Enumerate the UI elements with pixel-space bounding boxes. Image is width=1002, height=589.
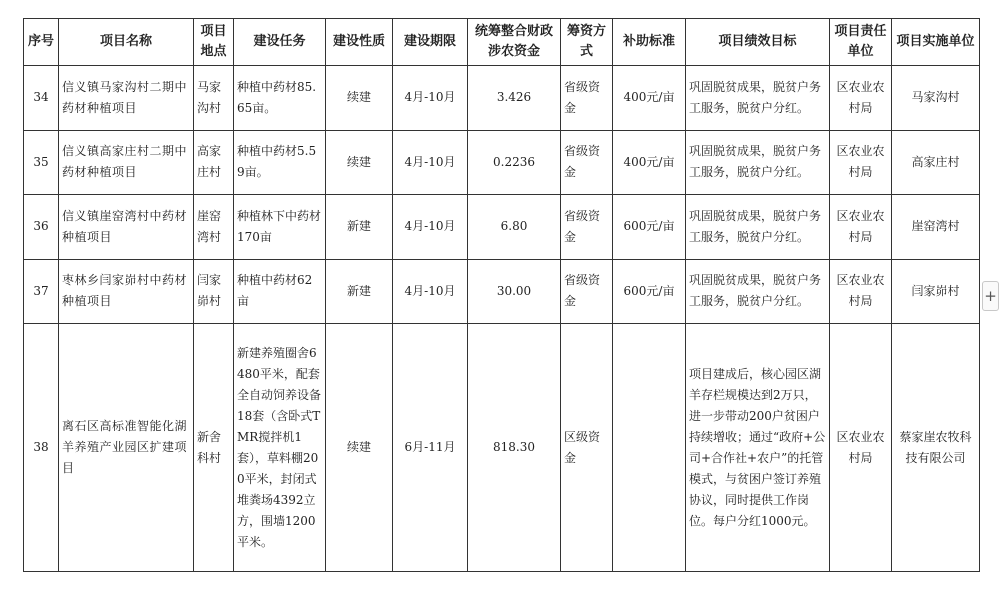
header-fund: 统筹整合财政涉农资金 bbox=[468, 19, 561, 66]
cell-period: 4月-10月 bbox=[393, 195, 468, 260]
cell-resp: 区农业农村局 bbox=[830, 130, 892, 195]
cell-resp: 区农业农村局 bbox=[830, 324, 892, 572]
cell-fund: 3.426 bbox=[468, 66, 561, 131]
cell-standard: 600元/亩 bbox=[613, 259, 686, 324]
cell-task: 新建养殖圈舍6480平米，配套全自动饲养设备18套（含卧式TMR搅拌机1套），草料棚200平米，封闭式堆粪场4392立方，围墙1200平米。 bbox=[234, 324, 326, 572]
cell-resp: 区农业农村局 bbox=[830, 195, 892, 260]
cell-fund: 818.30 bbox=[468, 324, 561, 572]
cell-resp: 区农业农村局 bbox=[830, 259, 892, 324]
cell-name: 离石区高标准智能化湖羊养殖产业园区扩建项目 bbox=[59, 324, 194, 572]
cell-nature: 新建 bbox=[326, 259, 393, 324]
header-row bbox=[24, 19, 980, 66]
cell-task: 种植中药材62亩 bbox=[234, 259, 326, 324]
cell-period: 4月-10月 bbox=[393, 130, 468, 195]
cell-place: 高家庄村 bbox=[194, 130, 234, 195]
header-standard: 补助标准 bbox=[613, 19, 686, 66]
cell-task: 种植中药材5.59亩。 bbox=[234, 130, 326, 195]
cell-goal: 巩固脱贫成果，脱贫户务工服务，脱贫户分红。 bbox=[686, 66, 830, 131]
table-row bbox=[24, 66, 980, 131]
header-task: 建设任务 bbox=[234, 19, 326, 66]
cell-nature: 续建 bbox=[326, 130, 393, 195]
cell-goal: 巩固脱贫成果，脱贫户务工服务，脱贫户分红。 bbox=[686, 259, 830, 324]
table-row bbox=[24, 324, 980, 572]
cell-method: 省级资金 bbox=[561, 66, 613, 131]
cell-period: 6月-11月 bbox=[393, 324, 468, 572]
cell-impl: 蔡家崖农牧科技有限公司 bbox=[892, 324, 980, 572]
cell-method: 区级资金 bbox=[561, 324, 613, 572]
project-table bbox=[23, 18, 980, 572]
cell-name: 信义镇高家庄村二期中药材种植项目 bbox=[59, 130, 194, 195]
cell-period: 4月-10月 bbox=[393, 259, 468, 324]
cell-period: 4月-10月 bbox=[393, 66, 468, 131]
cell-resp: 区农业农村局 bbox=[830, 66, 892, 131]
cell-fund: 0.2236 bbox=[468, 130, 561, 195]
cell-place: 闫家峁村 bbox=[194, 259, 234, 324]
table-row bbox=[24, 259, 980, 324]
cell-standard bbox=[613, 324, 686, 572]
cell-name: 信义镇崖窑湾村中药材种植项目 bbox=[59, 195, 194, 260]
cell-task: 种植林下中药材170亩 bbox=[234, 195, 326, 260]
cell-impl: 闫家峁村 bbox=[892, 259, 980, 324]
header-place: 项目地点 bbox=[194, 19, 234, 66]
cell-no: 35 bbox=[24, 130, 59, 195]
cell-nature: 新建 bbox=[326, 195, 393, 260]
cell-nature: 续建 bbox=[326, 324, 393, 572]
cell-standard: 400元/亩 bbox=[613, 130, 686, 195]
cell-method: 省级资金 bbox=[561, 195, 613, 260]
cell-no: 34 bbox=[24, 66, 59, 131]
cell-standard: 400元/亩 bbox=[613, 66, 686, 131]
header-nature: 建设性质 bbox=[326, 19, 393, 66]
cell-place: 马家沟村 bbox=[194, 66, 234, 131]
cell-fund: 30.00 bbox=[468, 259, 561, 324]
cell-name: 枣林乡闫家峁村中药材种植项目 bbox=[59, 259, 194, 324]
header-no: 序号 bbox=[24, 19, 59, 66]
header-resp: 项目责任单位 bbox=[830, 19, 892, 66]
table-row bbox=[24, 195, 980, 260]
add-row-button[interactable]: + bbox=[982, 281, 999, 311]
cell-task: 种植中药材85.65亩。 bbox=[234, 66, 326, 131]
header-impl: 项目实施单位 bbox=[892, 19, 980, 66]
cell-goal: 巩固脱贫成果，脱贫户务工服务，脱贫户分红。 bbox=[686, 195, 830, 260]
header-method: 筹资方式 bbox=[561, 19, 613, 66]
cell-no: 36 bbox=[24, 195, 59, 260]
cell-impl: 崖窑湾村 bbox=[892, 195, 980, 260]
cell-method: 省级资金 bbox=[561, 130, 613, 195]
header-period: 建设期限 bbox=[393, 19, 468, 66]
cell-no: 37 bbox=[24, 259, 59, 324]
cell-no: 38 bbox=[24, 324, 59, 572]
cell-name: 信义镇马家沟村二期中药材种植项目 bbox=[59, 66, 194, 131]
cell-place: 崖窑湾村 bbox=[194, 195, 234, 260]
cell-goal: 巩固脱贫成果，脱贫户务工服务，脱贫户分红。 bbox=[686, 130, 830, 195]
cell-impl: 马家沟村 bbox=[892, 66, 980, 131]
cell-method: 省级资金 bbox=[561, 259, 613, 324]
header-name: 项目名称 bbox=[59, 19, 194, 66]
cell-goal: 项目建成后，核心园区湖羊存栏规模达到2万只，进一步带动200户贫困户持续增收；通过“政府+公司+合作社+农户”的托管模式，与贫困户签订养殖协议，同时提供工作岗位。每户分红1000元。 bbox=[686, 324, 830, 572]
cell-standard: 600元/亩 bbox=[613, 195, 686, 260]
table-row bbox=[24, 130, 980, 195]
cell-fund: 6.80 bbox=[468, 195, 561, 260]
cell-impl: 高家庄村 bbox=[892, 130, 980, 195]
cell-nature: 续建 bbox=[326, 66, 393, 131]
cell-place: 新舍科村 bbox=[194, 324, 234, 572]
header-goal: 项目绩效目标 bbox=[686, 19, 830, 66]
